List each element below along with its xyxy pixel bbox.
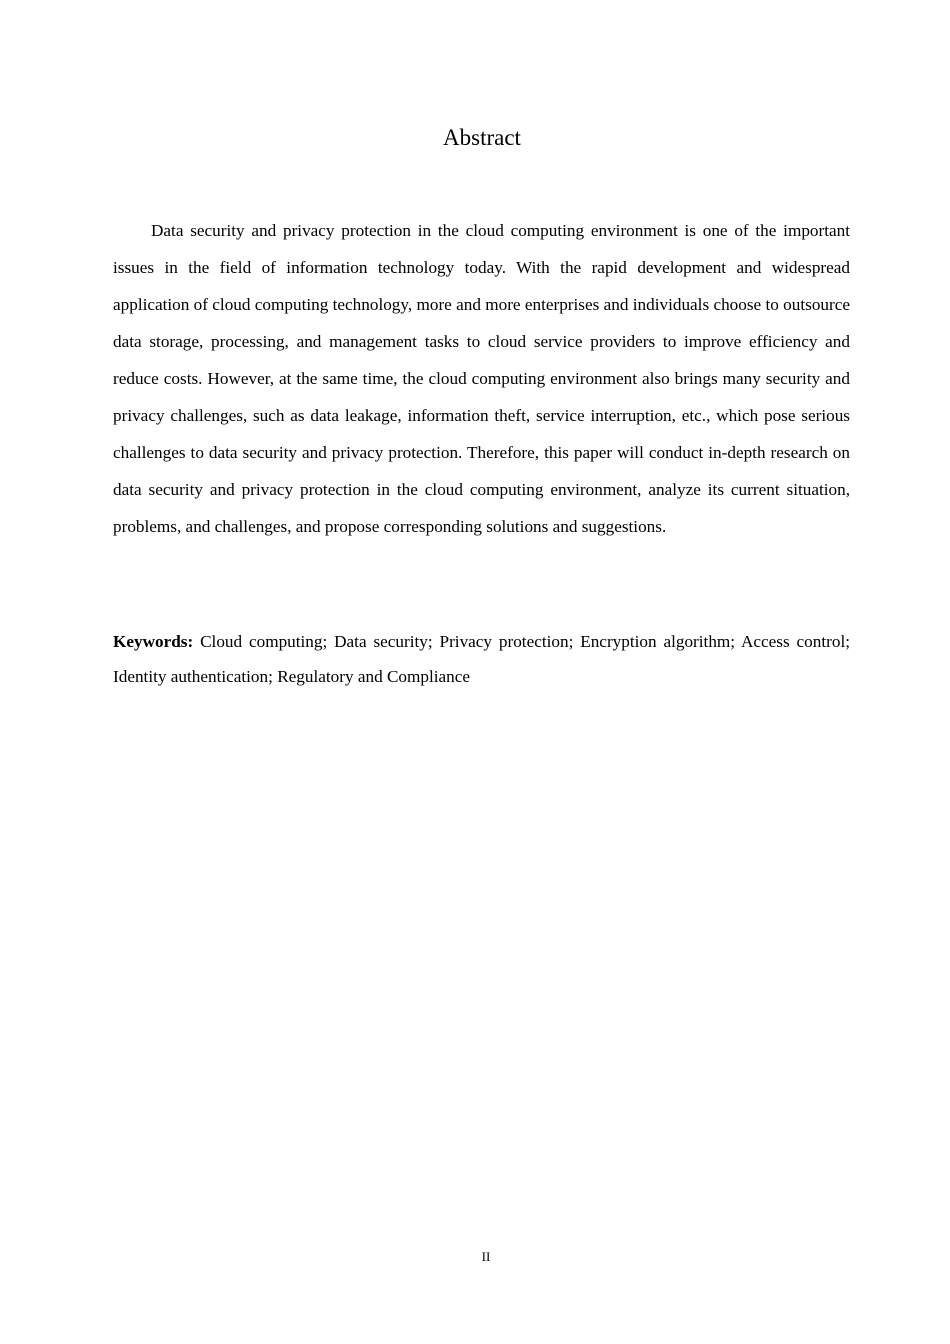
keywords-label: Keywords: <box>113 632 194 651</box>
page-number: II <box>481 1249 491 1264</box>
keywords-list: Cloud computing; Data security; Privacy protection; Encryption algorithm; Access control; Identity authentication; Regulatory and Compliance <box>113 632 850 686</box>
page-title: Abstract <box>443 125 521 150</box>
abstract-paragraph: Data security and privacy protection in the cloud computing environment is one of the important issues in the field of information technology today. With the rapid development and widespread application of cloud computing technology, more and more enterprises and individuals choose to outsource data storage, processing, and management tasks to cloud service providers to improve efficiency and reduce costs. However, at the same time, the cloud computing environment also brings many security and privacy challenges, such as data leakage, information theft, service interruption, etc., which pose serious challenges to data security and privacy protection. Therefore, this paper will conduct in-depth research on data security and privacy protection in the cloud computing environment, analyze its current situation, problems, and challenges, and propose corresponding solutions and suggestions. <box>113 221 850 536</box>
keywords-line <box>113 624 850 694</box>
